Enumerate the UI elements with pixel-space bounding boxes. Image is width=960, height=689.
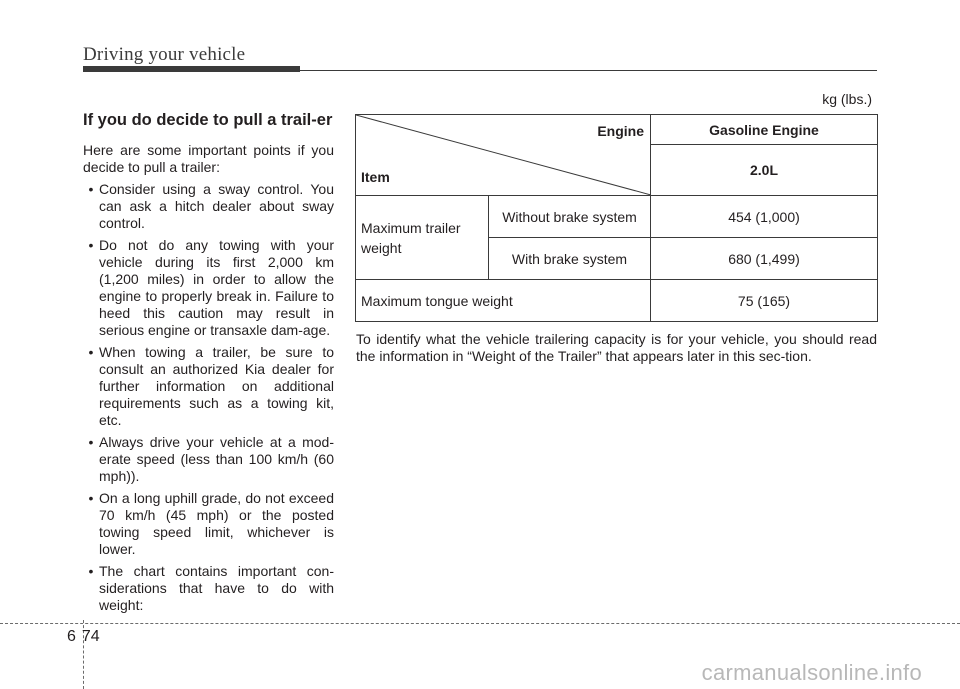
bullet-item: • Consider using a sway control. You can ask a hitch dealer about sway control. <box>83 181 334 232</box>
tongue-weight-value: 75 (165) <box>651 280 878 322</box>
bullet-icon: • <box>88 344 94 360</box>
table-corner-cell <box>356 115 651 196</box>
max-trailer-weight-label: Maximum trailer weight <box>356 196 489 280</box>
subsection-heading: If you do decide to pull a trail-er <box>83 111 333 129</box>
bullet-item: • When towing a trailer, be sure to consult an authorized Kia dealer for further information on additional requirements such as a towing kit, etc. <box>83 344 334 429</box>
capacity-paragraph: To identify what the vehicle trailering capacity is for your vehicle, you should read the information in “Weight of the Trailer” that appears later in this sec-tion. <box>356 331 877 364</box>
bullet-item: • Do not do any towing with your vehicle during its first 2,000 km (1,200 miles) in order to allow the engine to properly break in. Failure to heed this caution may result in serious engine or transaxle dam-age. <box>83 237 334 339</box>
bullet-item: • The chart contains important con-siderations that have to do with weight: <box>83 563 334 614</box>
engine-header: Gasoline Engine <box>651 115 878 145</box>
bullet-icon: • <box>88 490 94 506</box>
footer-divider <box>0 623 960 624</box>
with-brake-value: 680 (1,499) <box>651 238 878 280</box>
corner-item-label: Item <box>361 169 390 185</box>
trailer-weight-table <box>355 114 878 322</box>
intro-text: Here are some important points if you decide to pull a trailer: <box>83 142 334 175</box>
without-brake-label: Without brake system <box>489 196 651 238</box>
unit-label: kg (lbs.) <box>822 91 872 107</box>
bullet-icon: • <box>88 181 94 197</box>
header-rule-thin <box>300 70 877 71</box>
watermark: carmanualsonline.info <box>701 660 922 685</box>
section-number: 6 <box>67 628 76 645</box>
page-index: 74 <box>81 628 100 645</box>
table-row <box>356 196 878 238</box>
page-number <box>67 628 100 646</box>
bullet-icon: • <box>88 563 94 579</box>
with-brake-label: With brake system <box>489 238 651 280</box>
displacement-header: 2.0L <box>651 145 878 196</box>
bullet-list <box>83 181 334 614</box>
bullet-icon: • <box>88 237 94 253</box>
tongue-weight-label: Maximum tongue weight <box>356 280 651 322</box>
left-column <box>83 111 334 619</box>
bullet-icon: • <box>88 434 94 450</box>
corner-engine-label: Engine <box>597 123 644 139</box>
table-row <box>356 280 878 322</box>
section-title: Driving your vehicle <box>83 44 246 65</box>
bullet-item: • Always drive your vehicle at a mod-erate speed (less than 100 km/h (60 mph)). <box>83 434 334 485</box>
without-brake-value: 454 (1,000) <box>651 196 878 238</box>
bullet-item: • On a long uphill grade, do not exceed 70 km/h (45 mph) or the posted towing speed limit, whichever is lower. <box>83 490 334 558</box>
header-rule-thick <box>83 66 300 72</box>
